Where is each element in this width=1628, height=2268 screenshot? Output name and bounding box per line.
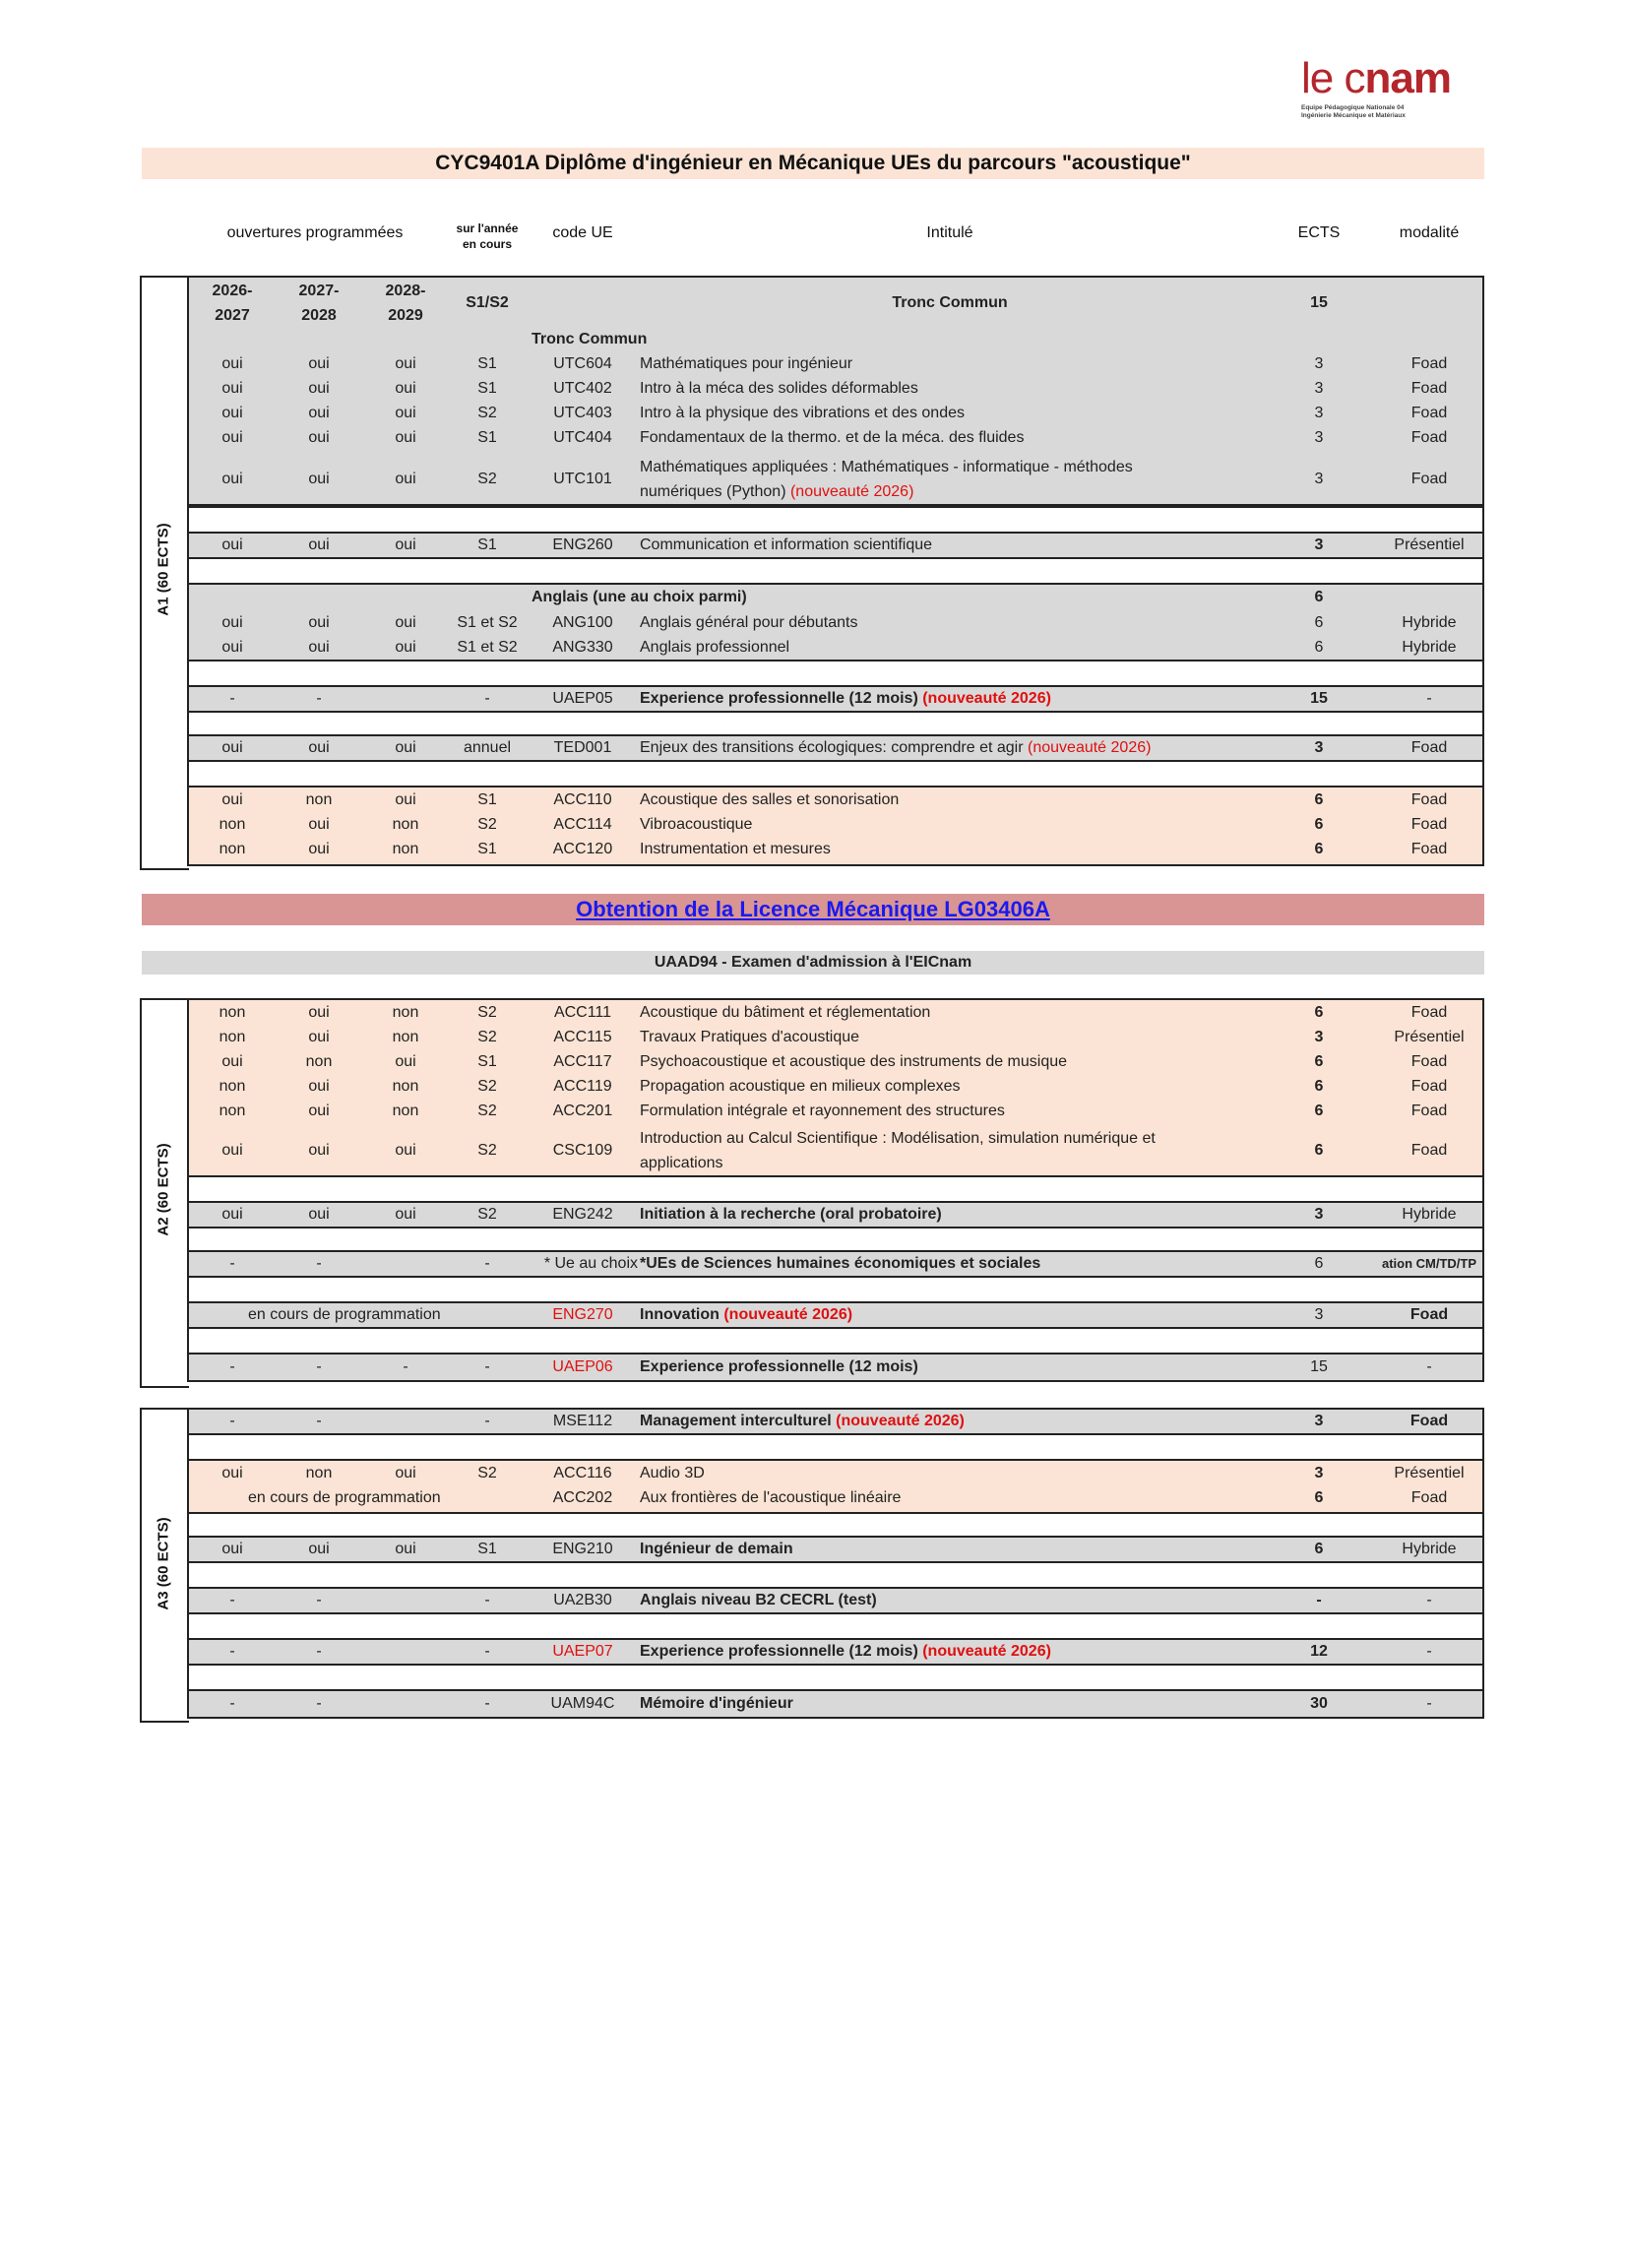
row-eng260-content	[0, 533, 1628, 557]
cell-y2: -	[316, 1255, 322, 1272]
anglais-title-row	[0, 585, 1628, 609]
cell-code: ENG210	[552, 1541, 613, 1557]
cell-label: Intro à la méca des solides déformables	[640, 380, 918, 397]
cell-sem: S2	[477, 471, 497, 487]
cell-mod: Foad	[1410, 1102, 1448, 1119]
cell-y2: oui	[308, 639, 330, 656]
table-row-acc202	[0, 1485, 1628, 1510]
cell-y3: oui	[395, 471, 416, 487]
cell-y1: non	[219, 816, 246, 833]
table-row	[0, 1099, 1628, 1123]
cell-ects: 3	[1314, 429, 1324, 446]
cell-y1: -	[229, 690, 235, 707]
cell-mod: Foad	[1410, 1142, 1448, 1159]
cell-mod: -	[1426, 1592, 1432, 1608]
cell-y2: oui	[308, 405, 330, 421]
cell-ects: 6	[1314, 1255, 1324, 1272]
cell-mod: Foad	[1410, 355, 1448, 372]
cell-sem: -	[484, 1592, 490, 1608]
cell-code: UAM94C	[550, 1695, 615, 1712]
cell-y3: oui	[395, 536, 416, 553]
cell-code: ACC201	[552, 1102, 613, 1119]
cell-sem: S2	[477, 1142, 497, 1159]
logo-subtitle: Equipe Pédagogique Nationale 04 Ingénierie Mécanique et Matériaux	[1301, 104, 1406, 119]
cell-label: Formulation intégrale et rayonnement des structures	[640, 1102, 1005, 1119]
cell-label: Experience professionnelle (12 mois)	[640, 1358, 918, 1375]
cell-ects: 6	[1314, 816, 1324, 833]
spacer-row	[187, 711, 1484, 736]
cell-ects: 6	[1314, 639, 1324, 656]
cell-y2: oui	[308, 614, 330, 631]
cell-code: UTC101	[553, 471, 612, 487]
cell-code: UTC404	[553, 429, 612, 446]
spacer-row	[187, 1512, 1484, 1538]
year-2027-2028: 2027- 2028	[298, 283, 340, 324]
cell-y2: -	[316, 1695, 322, 1712]
cell-y1: oui	[221, 614, 243, 631]
cell-sem: -	[484, 1643, 490, 1660]
cell-y1: oui	[221, 1541, 243, 1557]
cell-mod: Foad	[1410, 1053, 1448, 1070]
cell-code: UAEP07	[552, 1643, 613, 1660]
year-2026-2027: 2026- 2027	[212, 283, 253, 324]
cell-mod: Foad	[1410, 841, 1448, 857]
spacer-row	[187, 1433, 1484, 1461]
cell-y2: -	[316, 1592, 322, 1608]
cell-label: Vibroacoustique	[640, 816, 753, 833]
cell-y2: non	[305, 1053, 333, 1070]
cell-code: TED001	[553, 739, 612, 756]
header-modalite: modalité	[1399, 224, 1460, 241]
cell-code: ACC117	[553, 1053, 612, 1070]
cell-y3: oui	[395, 429, 416, 446]
cell-y1: -	[229, 1643, 235, 1660]
cell-sem: S2	[477, 1465, 497, 1481]
cell-mod: -	[1426, 1358, 1432, 1375]
cell-sem: S1	[477, 1053, 497, 1070]
licence-link[interactable]: Obtention de la Licence Mécanique LG03406A	[576, 897, 1050, 921]
cell-mod: -	[1426, 690, 1432, 707]
cell-ects: 12	[1310, 1643, 1328, 1660]
cell-label: Experience professionnelle (12 mois) (nouveauté 2026)	[640, 690, 1051, 707]
cell-label: Fondamentaux de la thermo. et de la méca. des fluides	[640, 429, 1025, 446]
cell-code: ENG242	[552, 1206, 613, 1223]
cell-ects: 3	[1314, 1029, 1324, 1045]
cell-sem: S1 et S2	[457, 639, 518, 656]
cell-programmation: en cours de programmation	[248, 1306, 441, 1323]
page-title: CYC9401A Diplôme d'ingénieur en Mécanique UEs du parcours "acoustique"	[142, 148, 1484, 179]
a2-side-label: A2 (60 ECTS)	[155, 1143, 172, 1236]
cell-y1: oui	[221, 1206, 243, 1223]
cell-ects: 3	[1314, 1306, 1324, 1323]
spacer-row	[187, 1276, 1484, 1303]
cell-code: UAEP06	[552, 1358, 613, 1375]
table-row	[0, 1049, 1628, 1074]
tronc-commun-header: Tronc Commun	[892, 294, 1008, 311]
cell-label: Instrumentation et mesures	[640, 841, 831, 857]
cell-y2: oui	[308, 536, 330, 553]
cell-code: ACC110	[553, 791, 612, 808]
header-ouvertures: ouvertures programmées	[226, 224, 404, 241]
cell-code: ENG270	[552, 1306, 613, 1323]
row-eng270-content	[0, 1302, 1628, 1327]
cell-y1: oui	[221, 355, 243, 372]
spacer-row	[187, 1612, 1484, 1640]
table-row	[0, 376, 1628, 401]
header-code: code UE	[552, 224, 613, 241]
spacer-row	[187, 760, 1484, 788]
cell-mod: Foad	[1410, 429, 1448, 446]
cell-y2: -	[316, 1643, 322, 1660]
row-ted001-content	[0, 735, 1628, 760]
cell-y2: oui	[308, 739, 330, 756]
semester-header: S1/S2	[466, 294, 509, 311]
anglais-ects: 6	[1314, 589, 1324, 605]
cell-sem: -	[484, 690, 490, 707]
spacer-row	[187, 1327, 1484, 1354]
cell-y3: oui	[395, 1541, 416, 1557]
cell-y3: non	[392, 816, 419, 833]
cell-ects: 6	[1314, 614, 1324, 631]
table-row	[0, 1025, 1628, 1049]
cell-ects: 6	[1314, 1489, 1324, 1506]
cell-mod: -	[1426, 1643, 1432, 1660]
cell-y2: non	[305, 791, 333, 808]
cell-y1: oui	[221, 739, 243, 756]
cell-label: Psychoacoustique et acoustique des instruments de musique	[640, 1053, 1068, 1070]
cell-y3: oui	[395, 1465, 416, 1481]
cell-mod: ation CM/TD/TP	[1381, 1256, 1477, 1271]
cell-ects: 6	[1314, 1541, 1324, 1557]
cell-y3: oui	[395, 1053, 416, 1070]
cell-label: Anglais professionnel	[640, 639, 790, 656]
cell-mod: Foad	[1410, 1004, 1448, 1021]
cell-label: Mémoire d'ingénieur	[640, 1695, 793, 1712]
cell-mod: Hybride	[1402, 1206, 1457, 1223]
cell-ects: 6	[1314, 1053, 1324, 1070]
table-row	[0, 1000, 1628, 1025]
cell-sem: S1	[477, 380, 497, 397]
a1-side-label: A1 (60 ECTS)	[155, 523, 172, 616]
cell-y2: oui	[308, 1029, 330, 1045]
table-row	[0, 351, 1628, 376]
cell-mod: Présentiel	[1394, 1029, 1465, 1045]
cell-label: Travaux Pratiques d'acoustique	[640, 1029, 860, 1045]
cell-ects: 3	[1314, 355, 1324, 372]
cell-code: ACC111	[553, 1004, 612, 1021]
cell-label: Mathématiques appliquées : Mathématiques - informatique - méthodes numériques (Python) (nouveauté 2026)	[640, 459, 1133, 500]
cell-y2: oui	[308, 1541, 330, 1557]
cell-label: Acoustique des salles et sonorisation	[640, 791, 900, 808]
cell-sem: S2	[477, 1029, 497, 1045]
a3-side-label: A3 (60 ECTS)	[155, 1517, 172, 1610]
cell-ects: 3	[1314, 536, 1324, 553]
cell-ects: 3	[1314, 405, 1324, 421]
cell-label: Propagation acoustique en milieux complexes	[640, 1078, 961, 1095]
cell-y3: -	[403, 1358, 408, 1375]
cell-sem: S1	[477, 429, 497, 446]
cell-sem: S2	[477, 1004, 497, 1021]
cell-y3: oui	[395, 614, 416, 631]
cell-mod: Foad	[1410, 816, 1448, 833]
cell-y3: non	[392, 841, 419, 857]
cell-y1: oui	[221, 380, 243, 397]
cnam-logo	[1301, 54, 1498, 126]
cell-code: UTC403	[553, 405, 612, 421]
cell-ects: 6	[1314, 1004, 1324, 1021]
cell-ects: 6	[1314, 791, 1324, 808]
cell-label: Communication et information scientifique	[640, 536, 933, 553]
row-uam94c-content	[0, 1691, 1628, 1716]
cell-sem: -	[484, 1255, 490, 1272]
cell-sem: annuel	[463, 739, 512, 756]
cell-mod: Foad	[1409, 1306, 1449, 1323]
cell-y1: oui	[221, 471, 243, 487]
cell-code: * Ue au choix	[543, 1255, 638, 1272]
cell-y1: -	[229, 1592, 235, 1608]
cell-y3: oui	[395, 1142, 416, 1159]
spacer-row	[187, 557, 1484, 585]
row-mse112-content	[0, 1409, 1628, 1433]
cell-mod: Foad	[1410, 739, 1448, 756]
spacer-row	[187, 1561, 1484, 1589]
cell-y1: oui	[221, 639, 243, 656]
cell-programmation: en cours de programmation	[248, 1489, 441, 1506]
cell-sem: -	[484, 1413, 490, 1429]
cell-code: ANG330	[552, 639, 613, 656]
cell-ects: 6	[1314, 1078, 1324, 1095]
cell-ects: 3	[1314, 739, 1324, 756]
cell-y3: non	[392, 1004, 419, 1021]
table-row	[0, 610, 1628, 635]
header-annee: sur l'année en cours	[456, 221, 519, 251]
cell-y2: oui	[308, 816, 330, 833]
table-row	[0, 788, 1628, 812]
spacer-row	[187, 660, 1484, 687]
year-2028-2029: 2028- 2029	[385, 283, 426, 324]
cell-code: ACC120	[552, 841, 613, 857]
cell-ects: 15	[1310, 690, 1328, 707]
cell-sem: S2	[477, 1078, 497, 1095]
cell-code: MSE112	[552, 1413, 613, 1429]
cell-ects: 3	[1314, 1465, 1324, 1481]
table-row-csc109	[0, 1126, 1628, 1175]
cell-y2: oui	[308, 1206, 330, 1223]
cell-y1: oui	[221, 405, 243, 421]
row-uaep05-content	[0, 686, 1628, 711]
cell-mod: Hybride	[1402, 639, 1457, 656]
cell-ects: 3	[1314, 1413, 1324, 1429]
cell-ects: 3	[1314, 380, 1324, 397]
table-row-acc116	[0, 1461, 1628, 1485]
cell-label: *UEs de Sciences humaines économiques et sociales	[640, 1255, 1041, 1272]
cell-y1: oui	[221, 791, 243, 808]
row-ua2b30-content	[0, 1588, 1628, 1612]
cell-y2: oui	[308, 841, 330, 857]
spacer-row	[187, 506, 1484, 534]
row-eng210-content	[0, 1537, 1628, 1561]
cell-label: Experience professionnelle (12 mois) (nouveauté 2026)	[640, 1643, 1051, 1660]
cell-ects: 6	[1314, 1142, 1324, 1159]
spacer-row	[187, 1175, 1484, 1203]
table-row	[0, 1074, 1628, 1099]
cell-code: UA2B30	[553, 1592, 612, 1608]
cell-label: Anglais général pour débutants	[640, 614, 858, 631]
cell-y1: oui	[221, 1142, 243, 1159]
cell-y1: -	[229, 1695, 235, 1712]
cell-label: Initiation à la recherche (oral probatoire)	[640, 1206, 942, 1223]
cell-y2: -	[316, 690, 322, 707]
cell-ects: 15	[1310, 1358, 1328, 1375]
table-row	[0, 425, 1628, 450]
cell-y2: oui	[308, 1078, 330, 1095]
cell-label: Innovation (nouveauté 2026)	[640, 1306, 853, 1323]
table-row	[0, 837, 1628, 861]
cell-code: ACC114	[553, 816, 612, 833]
cell-mod: Foad	[1410, 405, 1448, 421]
cell-sem: S1	[477, 791, 497, 808]
cell-mod: Présentiel	[1394, 1465, 1465, 1481]
cell-y2: oui	[308, 1102, 330, 1119]
cell-y1: oui	[221, 536, 243, 553]
cell-sem: S1	[477, 1541, 497, 1557]
cell-mod: Foad	[1410, 1078, 1448, 1095]
cell-y3: oui	[395, 380, 416, 397]
cell-y1: oui	[221, 429, 243, 446]
cell-label: Aux frontières de l'acoustique linéaire	[640, 1489, 902, 1506]
cell-y2: -	[316, 1413, 322, 1429]
cell-y1: non	[219, 1029, 246, 1045]
cell-y3: oui	[395, 791, 416, 808]
cell-y2: oui	[308, 355, 330, 372]
cell-y2: oui	[308, 380, 330, 397]
cell-mod: Foad	[1410, 791, 1448, 808]
cell-label: Mathématiques pour ingénieur	[640, 355, 853, 372]
cell-mod: Hybride	[1402, 614, 1457, 631]
cell-sem: S1	[477, 841, 497, 857]
cell-sem: S2	[477, 1206, 497, 1223]
cell-y1: -	[229, 1413, 235, 1429]
cell-code: ACC119	[553, 1078, 612, 1095]
cell-y1: non	[219, 1102, 246, 1119]
cell-label: Introduction au Calcul Scientifique : Modélisation, simulation numérique et applications	[640, 1130, 1156, 1171]
cell-sem: -	[484, 1695, 490, 1712]
cell-sem: S2	[477, 816, 497, 833]
cell-ects: 3	[1314, 471, 1324, 487]
cell-y1: -	[229, 1255, 235, 1272]
cell-y2: -	[316, 1358, 322, 1375]
row-shs-content	[0, 1251, 1628, 1276]
cell-y2: oui	[308, 1142, 330, 1159]
cell-mod: Foad	[1410, 1489, 1448, 1506]
table-row	[0, 812, 1628, 837]
cell-y2: oui	[308, 1004, 330, 1021]
cell-label: Enjeux des transitions écologiques: comprendre et agir (nouveauté 2026)	[640, 739, 1152, 756]
cell-ects: -	[1316, 1592, 1322, 1608]
cell-y2: oui	[308, 471, 330, 487]
cell-y3: oui	[395, 739, 416, 756]
cell-mod: Présentiel	[1394, 536, 1465, 553]
cell-y3: oui	[395, 1206, 416, 1223]
cell-code: ENG260	[552, 536, 613, 553]
licence-bar	[142, 894, 1484, 925]
cell-code: ACC202	[552, 1489, 613, 1506]
cell-mod: -	[1426, 1695, 1432, 1712]
cell-label: Intro à la physique des vibrations et des ondes	[640, 405, 965, 421]
cell-ects: 6	[1314, 1102, 1324, 1119]
cell-label: Audio 3D	[640, 1465, 705, 1481]
cell-sem: S1	[477, 536, 497, 553]
uaad-bar: UAAD94 - Examen d'admission à l'EICnam	[142, 951, 1484, 975]
logo-wordmark: le cnam	[1301, 54, 1451, 102]
table-row-utc101	[0, 455, 1628, 504]
cell-y1: -	[229, 1358, 235, 1375]
cell-y2: non	[305, 1465, 333, 1481]
row-uaep07-content	[0, 1639, 1628, 1664]
cell-mod: Foad	[1410, 471, 1448, 487]
table-row	[0, 401, 1628, 425]
cell-label: Anglais niveau B2 CECRL (test)	[640, 1592, 877, 1608]
tronc-commun-ects: 15	[1310, 294, 1328, 311]
cell-sem: S2	[477, 405, 497, 421]
cell-code: ACC116	[553, 1465, 612, 1481]
cell-mod: Hybride	[1402, 1541, 1457, 1557]
tronc-commun-subtitle: Tronc Commun	[532, 331, 648, 347]
cell-y3: non	[392, 1102, 419, 1119]
cell-y1: oui	[221, 1053, 243, 1070]
cell-y3: oui	[395, 355, 416, 372]
cell-ects: 30	[1310, 1695, 1328, 1712]
spacer-row	[187, 1227, 1484, 1252]
cell-code: UTC604	[553, 355, 612, 372]
cell-code: ACC115	[553, 1029, 612, 1045]
row-uaep06-content	[0, 1354, 1628, 1379]
cell-y2: oui	[308, 429, 330, 446]
cell-ects: 3	[1314, 1206, 1324, 1223]
cell-sem: S2	[477, 1102, 497, 1119]
cell-mod: Foad	[1410, 380, 1448, 397]
anglais-title: Anglais (une au choix parmi)	[532, 589, 747, 605]
cell-code: UTC402	[553, 380, 612, 397]
cell-label: Ingénieur de demain	[640, 1541, 793, 1557]
header-ects: ECTS	[1297, 224, 1341, 241]
cell-y3: non	[392, 1078, 419, 1095]
a1-year-header-row	[0, 279, 1628, 328]
header-intitule: Intitulé	[926, 224, 973, 241]
cell-label: Management interculturel (nouveauté 2026)	[640, 1413, 965, 1429]
spacer-row	[187, 1664, 1484, 1691]
row-eng242-content	[0, 1202, 1628, 1227]
cell-y3: non	[392, 1029, 419, 1045]
cell-code: CSC109	[552, 1142, 613, 1159]
cell-sem: -	[484, 1358, 490, 1375]
table-row	[0, 635, 1628, 660]
cell-sem: S1 et S2	[457, 614, 518, 631]
cell-mod: Foad	[1409, 1413, 1449, 1429]
cell-y3: oui	[395, 639, 416, 656]
cell-y1: oui	[221, 1465, 243, 1481]
cell-y3: oui	[395, 405, 416, 421]
cell-label: Acoustique du bâtiment et réglementation	[640, 1004, 931, 1021]
cell-y1: non	[219, 841, 246, 857]
cell-ects: 6	[1314, 841, 1324, 857]
cell-sem: S1	[477, 355, 497, 372]
cell-y1: non	[219, 1004, 246, 1021]
cell-code: UAEP05	[552, 690, 613, 707]
cell-code: ANG100	[552, 614, 613, 631]
cell-y1: non	[219, 1078, 246, 1095]
